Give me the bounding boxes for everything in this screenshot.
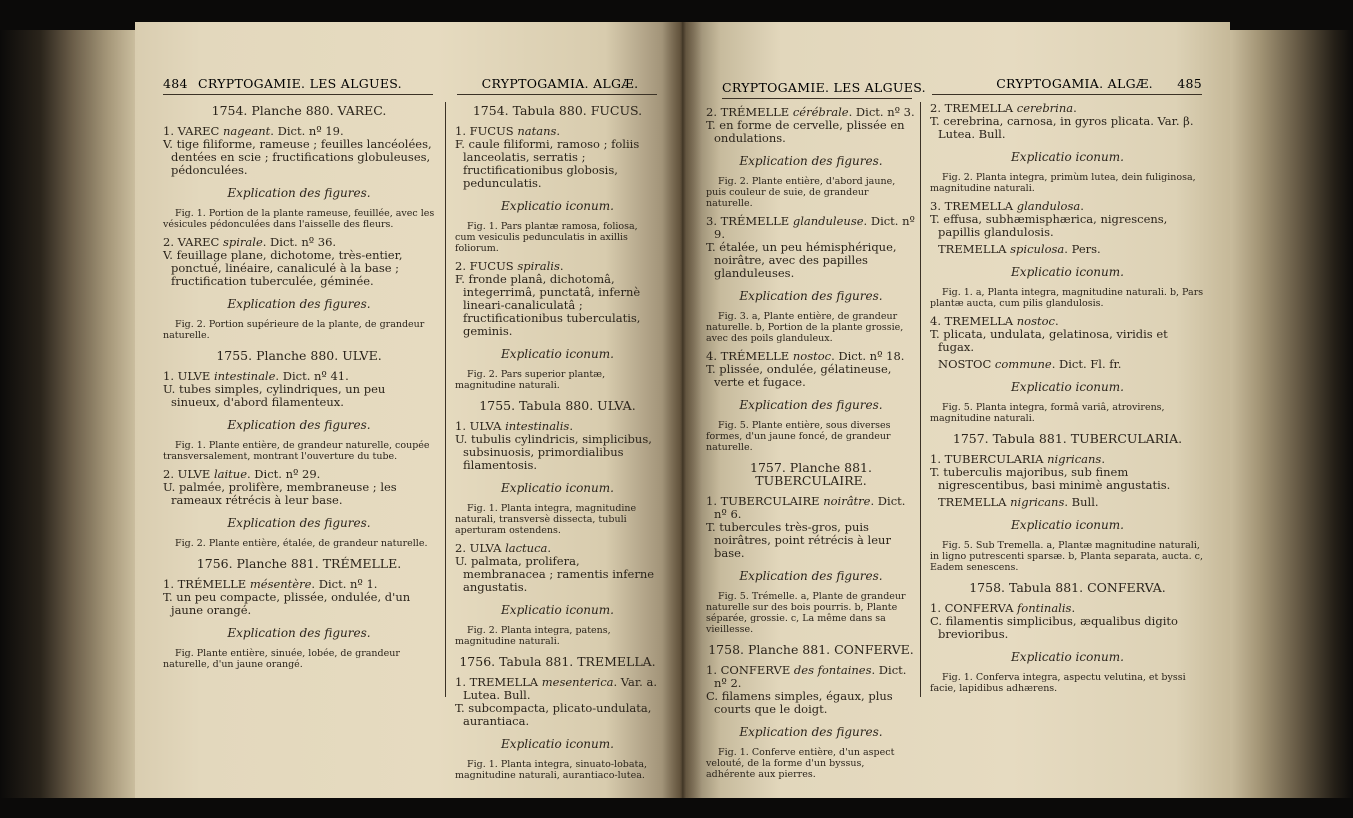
explanation-heading: Explicatio iconum. (501, 199, 614, 213)
left-header-fr: CRYPTOGAMIE. LES ALGUES. (198, 76, 402, 91)
entry-description: T. tuberculis majoribus, sub finem nigrescentibus, basi minimè angustatis. (930, 465, 1171, 492)
synonym-name: spiculosa (1010, 242, 1065, 256)
explanation-heading: Explicatio iconum. (1011, 518, 1124, 532)
entry-genus: 2. VAREC (163, 235, 223, 249)
plate-heading: 1756. Tabula 881. TREMELLA. (459, 654, 656, 669)
entry-genus: 4. TREMELLA (930, 314, 1017, 328)
species-entry (930, 200, 1205, 239)
entry-species-name: noirâtre (823, 494, 871, 508)
entry-reference: . Dict. nº 2. (714, 663, 907, 690)
figure-caption: Fig. 2. Plante entière, d'abord jaune, puis couleur de suie, de grandeur naturelle. (706, 176, 896, 209)
entry-reference: . Dict. nº 6. (714, 494, 906, 521)
left-column-divider (445, 102, 446, 697)
entry-genus: 1. TREMELLA (455, 675, 542, 689)
plate-heading: 1758. Planche 881. CONFERVE. (708, 642, 914, 657)
species-entry (706, 495, 916, 560)
figure-caption: Fig. 1. a, Planta integra, magnitudine naturali. b, Pars plantæ aucta, cum pilis glandulosis. (930, 287, 1204, 309)
entry-description: U. tubes simples, cylindriques, un peu sinueux, d'abord filamenteux. (163, 382, 386, 409)
entry-reference: . Dict. nº 41. (275, 369, 349, 383)
species-entry (163, 468, 435, 507)
species-entry (163, 370, 435, 409)
explanation-heading: Explication des figures. (739, 725, 883, 739)
species-entry (706, 106, 916, 145)
synonym-line (938, 496, 1205, 509)
entry-genus: 1. TUBERCULARIA (930, 452, 1048, 466)
entry-genus: 4. TRÉMELLE (706, 349, 793, 363)
entry-species-name: intestinalis (505, 419, 570, 433)
entry-reference: . Dict. nº 1. (311, 577, 378, 591)
book-gutter (662, 22, 702, 798)
entry-species-name: nostoc (792, 349, 832, 363)
explanation-heading: Explicatio iconum. (1011, 650, 1124, 664)
entry-description: T. cerebrina, carnosa, in gyros plicata. Var. β. Lutea. Bull. (930, 114, 1194, 141)
entry-description: T. en forme de cervelle, plissée en ondulations. (706, 118, 905, 145)
entry-species-name: laitue (213, 467, 247, 481)
species-entry (455, 420, 660, 472)
explanation-heading: Explication des figures. (227, 418, 371, 432)
right-column-fr (706, 100, 916, 786)
entry-species-name: mésentère (249, 577, 312, 591)
explanation-heading: Explication des figures. (227, 186, 371, 200)
entry-description: U. palmata, prolifera, membranacea ; ramentis inferne angustatis. (455, 554, 655, 594)
synonym-line (938, 243, 1205, 256)
entry-reference: . (1080, 199, 1084, 213)
entry-reference: . (547, 541, 552, 555)
right-folio: 485 (1177, 76, 1202, 91)
entry-genus: 2. FUCUS (455, 259, 518, 273)
species-entry (930, 453, 1205, 492)
plate-heading: 1758. Tabula 881. CONFERVA. (969, 580, 1166, 595)
figure-caption: Fig. 2. Planta integra, primùm lutea, dein fuliginosa, magnitudine naturali. (930, 172, 1196, 194)
entry-species-name: cérébrale (792, 105, 849, 119)
left-folio: 484 (163, 76, 188, 91)
entry-species-name: intestinale (213, 369, 276, 383)
figure-caption: Fig. 5. Sub Tremella. a, Plantæ magnitudine naturali, in ligno putrescenti sparsæ. b, Planta separata, aucta. c, Eadem senescens. (930, 540, 1203, 573)
right-column-la (930, 96, 1205, 700)
entry-description: V. tige filiforme, rameuse ; feuilles lancéolées, dentées en scie ; fructifications globuleuses, pédonculées. (163, 137, 432, 177)
entry-description: T. étalée, un peu hémisphérique, noirâtre, avec des papilles glanduleuses. (706, 240, 897, 280)
explanation-heading: Explicatio iconum. (501, 603, 614, 617)
species-entry (706, 215, 916, 280)
figure-caption: Fig. 1. Conferva integra, aspectu velutina, et byssi facie, lapidibus adhærens. (930, 672, 1186, 694)
plate-heading: 1756. Planche 881. TRÉMELLE. (196, 556, 402, 571)
species-entry (163, 236, 435, 288)
entry-species-name: nostoc (1016, 314, 1055, 328)
entry-genus: 1. VAREC (163, 124, 223, 138)
entry-description: T. subcompacta, plicato-undulata, aurantiaca. (455, 701, 652, 728)
entry-genus: 1. CONFERVA (930, 601, 1018, 615)
right-page-edges (1230, 30, 1353, 798)
entry-genus: 2. ULVA (455, 541, 506, 555)
entry-genus: 2. ULVE (163, 467, 214, 481)
explanation-heading: Explication des figures. (227, 297, 371, 311)
explanation-heading: Explicatio iconum. (501, 737, 614, 751)
entry-species-name: des fontaines (793, 663, 872, 677)
species-entry (455, 676, 660, 728)
figure-caption: Fig. 1. Planta integra, magnitudine naturali, transversè dissecta, tubuli aperturam ostendens. (455, 503, 637, 536)
figure-caption: Fig. 1. Portion de la plante rameuse, feuillée, avec les vésicules pédonculées dans l'aisselle des fleurs. (163, 208, 435, 230)
entry-reference: . (569, 419, 573, 433)
entry-description: T. plicata, undulata, gelatinosa, viridis et fugax. (930, 327, 1168, 354)
entry-genus: 2. TRÉMELLE (706, 105, 793, 119)
left-rule-la (457, 94, 657, 95)
plate-heading: 1755. Planche 880. ULVE. (216, 348, 382, 363)
entry-description: C. filamentis simplicibus, æqualibus digito brevioribus. (930, 614, 1178, 641)
explanation-heading: Explication des figures. (739, 154, 883, 168)
left-column-la (455, 96, 660, 787)
plate-heading: 1757. Tabula 881. TUBERCULARIA. (952, 431, 1183, 446)
species-entry (455, 125, 660, 190)
plate-heading: 1757. Planche 881. TUBERCULAIRE. (750, 460, 872, 488)
entry-reference: . Dict. nº 19. (270, 124, 344, 138)
entry-species-name: spirale (222, 235, 263, 249)
entry-species-name: nigricans (1047, 452, 1102, 466)
figure-caption: Fig. 1. Plante entière, de grandeur naturelle, coupée transversalement, montrant l'ouverture du tube. (163, 440, 430, 462)
entry-species-name: lactuca (505, 541, 548, 555)
entry-description: T. un peu compacte, plissée, ondulée, d'un jaune orangé. (163, 590, 411, 617)
entry-genus: 1. ULVA (455, 419, 506, 433)
explanation-heading: Explicatio iconum. (501, 481, 614, 495)
figure-caption: Fig. 1. Planta integra, sinuato-lobata, magnitudine naturali, aurantiaco-lutea. (455, 759, 648, 781)
explanation-heading: Explicatio iconum. (1011, 380, 1124, 394)
explanation-heading: Explication des figures. (739, 398, 883, 412)
explanation-heading: Explication des figures. (227, 516, 371, 530)
entry-species-name: natans (517, 124, 557, 138)
right-running-head (952, 76, 1202, 91)
synonym-reference: . Bull. (1064, 495, 1099, 509)
entry-reference: . (1071, 601, 1076, 615)
plate-heading: 1755. Tabula 880. ULVA. (479, 398, 636, 413)
entry-genus: 3. TREMELLA (930, 199, 1017, 213)
explanation-heading: Explication des figures. (739, 569, 883, 583)
entry-description: T. effusa, subhæmisphærica, nigrescens, papillis glandulosis. (930, 212, 1168, 239)
entry-description: C. filamens simples, égaux, plus courts que le doigt. (706, 689, 893, 716)
entry-reference: . Dict. nº 36. (262, 235, 337, 249)
species-entry (930, 602, 1205, 641)
explanation-heading: Explicatio iconum. (501, 347, 614, 361)
left-rule-fr (163, 94, 433, 95)
figure-caption: Fig. 2. Plante entière, étalée, de grandeur naturelle. (175, 538, 428, 549)
species-entry (455, 542, 660, 594)
right-header-la: CRYPTOGAMIA. ALGÆ. (996, 76, 1153, 91)
right-header-fr: CRYPTOGAMIE. LES ALGUES. (722, 80, 926, 95)
entry-genus: 1. FUCUS (455, 124, 518, 138)
entry-genus: 1. ULVE (163, 369, 214, 383)
entry-reference: . (556, 124, 561, 138)
figure-caption: Fig. 2. Planta integra, patens, magnitudine naturali. (455, 625, 611, 647)
entry-description: T. plissée, ondulée, gélatineuse, verte et fugace. (706, 362, 892, 389)
species-entry (706, 350, 916, 389)
entry-reference: . Dict. nº 9. (714, 214, 915, 241)
figure-caption: Fig. 5. Trémelle. a, Plante de grandeur naturelle sur des bois pourris. b, Plante séparée, grossie. c, La même dans sa vieillesse. (706, 591, 906, 635)
synonym-name: commune (994, 357, 1052, 371)
figure-caption: Fig. 2. Portion supérieure de la plante, de grandeur naturelle. (163, 319, 425, 341)
entry-reference: . (1054, 314, 1059, 328)
right-column-divider (920, 102, 921, 697)
right-rule-fr (722, 98, 912, 99)
left-running-head (163, 76, 403, 91)
right-rule-la (932, 94, 1202, 95)
entry-reference: . (559, 259, 564, 273)
species-entry (930, 315, 1205, 354)
synonym-line (938, 358, 1205, 371)
entry-genus: 2. TREMELLA (930, 101, 1017, 115)
figure-caption: Fig. 5. Planta integra, formâ variâ, atrovirens, magnitudine naturali. (930, 402, 1165, 424)
explanation-heading: Explication des figures. (227, 626, 371, 640)
entry-description: V. feuillage plane, dichotome, très-entier, ponctué, linéaire, canaliculé à la base ; fructification tuberculée, géminée. (163, 248, 403, 288)
left-column-fr (163, 96, 435, 676)
plate-heading: 1754. Tabula 880. FUCUS. (472, 103, 643, 118)
entry-genus: 1. CONFERVE (706, 663, 794, 677)
explanation-heading: Explication des figures. (739, 289, 883, 303)
species-entry (706, 664, 916, 716)
entry-reference: . Var. a. Lutea. Bull. (463, 675, 657, 702)
entry-species-name: spiralis (517, 259, 560, 273)
entry-description: F. caule filiformi, ramoso ; foliis lanceolatis, serratis ; fructificationibus globosis, pedunculatis. (455, 137, 640, 190)
species-entry (163, 125, 435, 177)
left-header-la: CRYPTOGAMIA. ALGÆ. (481, 76, 639, 91)
synonym-genus: TREMELLA (938, 242, 1011, 256)
entry-species-name: cerebrina (1016, 101, 1074, 115)
figure-caption: Fig. 1. Conferve entière, d'un aspect velouté, de la forme d'un byssus, adhérente aux pierres. (706, 747, 895, 780)
entry-reference: . (1101, 452, 1105, 466)
entry-species-name: fontinalis (1017, 601, 1072, 615)
entry-reference: . (1073, 101, 1077, 115)
entry-species-name: glandulosa (1016, 199, 1081, 213)
plate-heading: 1754. Planche 880. VAREC. (211, 103, 387, 118)
figure-caption: Fig. 1. Pars plantæ ramosa, foliosa, cum vesiculis pedunculatis in axillis foliorum. (455, 221, 638, 254)
synonym-name: nigricans (1010, 495, 1065, 509)
entry-genus: 3. TRÉMELLE (706, 214, 793, 228)
right-page (682, 22, 1230, 798)
entry-reference: . Dict. nº 3. (848, 105, 915, 119)
left-page (135, 22, 682, 798)
entry-genus: 1. TRÉMELLE (163, 577, 250, 591)
synonym-genus: TREMELLA (938, 495, 1011, 509)
left-page-edges (0, 30, 135, 798)
entry-reference: . Dict. nº 18. (831, 349, 905, 363)
entry-description: T. tubercules très-gros, puis noirâtres, point rétrécis à leur base. (706, 520, 891, 560)
entry-description: U. tubulis cylindricis, simplicibus, subsinuosis, primordialibus filamentosis. (455, 432, 652, 472)
entry-species-name: glanduleuse (792, 214, 864, 228)
figure-caption: Fig. Plante entière, sinuée, lobée, de grandeur naturelle, d'un jaune orangé. (163, 648, 400, 670)
synonym-reference: . Pers. (1064, 242, 1101, 256)
explanation-heading: Explicatio iconum. (1011, 150, 1124, 164)
entry-genus: 1. TUBERCULAIRE (706, 494, 824, 508)
figure-caption: Fig. 5. Plante entière, sous diverses formes, d'un jaune foncé, de grandeur naturelle. (706, 420, 891, 453)
entry-description: F. fronde planâ, dichotomâ, integerrimâ, punctatâ, infernè lineari-canaliculatâ ; fructificationibus tuberculatis, geminis. (455, 272, 641, 338)
entry-description: U. palmée, prolifère, membraneuse ; les rameaux rétrécis à leur base. (163, 480, 397, 507)
synonym-genus: NOSTOC (938, 357, 995, 371)
explanation-heading: Explicatio iconum. (1011, 265, 1124, 279)
figure-caption: Fig. 2. Pars superior plantæ, magnitudine naturali. (455, 369, 606, 391)
figure-caption: Fig. 3. a, Plante entière, de grandeur naturelle. b, Portion de la plante grossie, avec des poils glanduleux. (706, 311, 904, 344)
entry-species-name: nageant (222, 124, 271, 138)
synonym-reference: . Dict. Fl. fr. (1051, 357, 1122, 371)
species-entry (455, 260, 660, 338)
species-entry (930, 102, 1205, 141)
entry-species-name: mesenterica (541, 675, 614, 689)
species-entry (163, 578, 435, 617)
entry-reference: . Dict. nº 29. (247, 467, 321, 481)
